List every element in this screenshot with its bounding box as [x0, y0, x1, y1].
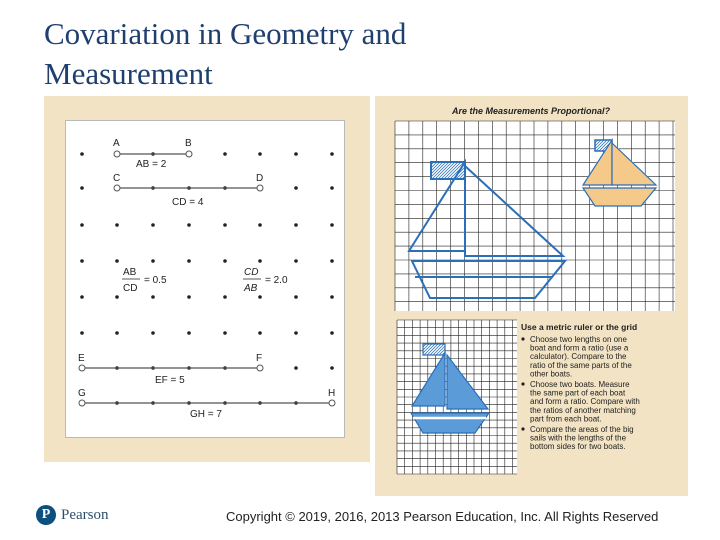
bullet-line: and form a ratio. Compare with — [530, 397, 640, 407]
grid-dot — [330, 223, 334, 227]
grid-dot — [223, 152, 227, 156]
ef-equation: EF = 5 — [155, 375, 185, 386]
grid-dot — [330, 152, 334, 156]
bullet-dot — [521, 427, 524, 430]
pearson-logo — [36, 505, 109, 525]
grid-dot — [80, 331, 84, 335]
label-e: E — [78, 353, 85, 364]
grid-dot — [187, 259, 191, 263]
grid-dot — [80, 152, 84, 156]
label-c: C — [113, 173, 121, 184]
grid-dot — [294, 331, 298, 335]
pearson-logo-mark: P — [36, 505, 56, 525]
right-figure-panel — [375, 96, 688, 496]
bullet-line: other boats. — [530, 369, 573, 379]
bullet-dot — [521, 337, 524, 340]
point-b — [186, 151, 192, 157]
cd-equation: CD = 4 — [172, 197, 204, 208]
copyright-text: Copyright © 2019, 2016, 2013 Pearson Education, Inc. All Rights Reserved — [226, 509, 659, 524]
gh-equation: GH = 7 — [190, 409, 222, 420]
blue-boat-hull — [411, 413, 489, 433]
bullet-line: part from each boat. — [530, 414, 602, 424]
grid-dot — [187, 295, 191, 299]
point-h — [329, 400, 335, 406]
bullet-line: Choose two lengths on one — [530, 335, 627, 344]
bullet-line: boat and form a ratio (use a — [530, 343, 629, 353]
grid-dot — [294, 366, 298, 370]
bullet-line: the same part of each boat — [530, 388, 626, 398]
grid-dot — [115, 295, 119, 299]
grid-dot — [294, 223, 298, 227]
title-line-1: Covariation in Geometry and — [44, 16, 407, 51]
label-h: H — [328, 388, 336, 399]
grid-dot — [330, 186, 334, 190]
grid-dot — [115, 223, 119, 227]
grid-dot — [294, 152, 298, 156]
figure-heading: Are the Measurements Proportional? — [451, 106, 611, 116]
grid-dot — [80, 259, 84, 263]
grid-dot — [258, 259, 262, 263]
bullet-line: Compare the areas of the big — [530, 425, 634, 434]
grid-dot — [223, 331, 227, 335]
grid-dot — [258, 295, 262, 299]
bullet-line: sails with the lengths of the — [530, 433, 627, 443]
grid-dot — [258, 223, 262, 227]
point-d — [257, 185, 263, 191]
bullet-line: calculator). Compare to the — [530, 352, 627, 362]
grid-dot — [330, 366, 334, 370]
left-figure-panel — [44, 96, 370, 462]
grid-dot — [223, 295, 227, 299]
grid-dot — [330, 259, 334, 263]
grid-dot — [187, 331, 191, 335]
point-c — [114, 185, 120, 191]
grid-dot — [115, 259, 119, 263]
grid-dot — [80, 295, 84, 299]
ratio1-denominator: CD — [123, 283, 138, 294]
grid-dot — [223, 223, 227, 227]
bullet-line: Choose two boats. Measure — [530, 380, 630, 389]
grid-dot — [330, 331, 334, 335]
point-f — [257, 365, 263, 371]
grid-dot — [187, 223, 191, 227]
grid-dot — [294, 186, 298, 190]
title-line-2: Measurement — [44, 56, 213, 91]
dot-grid-card — [65, 120, 345, 438]
ratio2-denominator: AB — [244, 283, 258, 294]
grid-dot — [80, 223, 84, 227]
ratio1-value: = 0.5 — [144, 275, 167, 286]
grid-dot — [294, 295, 298, 299]
bullet-dot — [521, 382, 524, 385]
pearson-logo-text: Pearson — [61, 506, 109, 523]
ratio2-value: = 2.0 — [265, 275, 288, 286]
ab-equation: AB = 2 — [136, 159, 167, 170]
bullet-line: bottom sides for two boats. — [530, 442, 626, 452]
point-g — [79, 400, 85, 406]
slide-title — [44, 14, 504, 94]
instruction-bullets — [521, 335, 639, 451]
label-a: A — [113, 138, 120, 149]
grid-dot — [80, 186, 84, 190]
point-e — [79, 365, 85, 371]
label-g: G — [78, 388, 86, 399]
bullet-line: ratio of the same parts of the — [530, 360, 632, 370]
instructions-title: Use a metric ruler or the grid — [521, 322, 638, 332]
ratio2-numerator: CD — [244, 267, 259, 278]
ratio1-numerator: AB — [123, 267, 137, 278]
label-d: D — [256, 173, 264, 184]
grid-dot — [294, 259, 298, 263]
grid-dot — [115, 331, 119, 335]
grid-dot — [223, 259, 227, 263]
grid-dot — [151, 331, 155, 335]
grid-dot — [330, 295, 334, 299]
grid-dot — [151, 295, 155, 299]
grid-dot — [151, 223, 155, 227]
grid-dot — [258, 152, 262, 156]
label-f: F — [256, 353, 263, 364]
label-b: B — [185, 138, 192, 149]
grid-dot — [258, 331, 262, 335]
grid-dot — [151, 259, 155, 263]
dot-grid-figure — [66, 121, 344, 437]
boats-figure — [375, 96, 688, 496]
point-a — [114, 151, 120, 157]
bullet-line: the ratios of another matching — [530, 405, 636, 415]
